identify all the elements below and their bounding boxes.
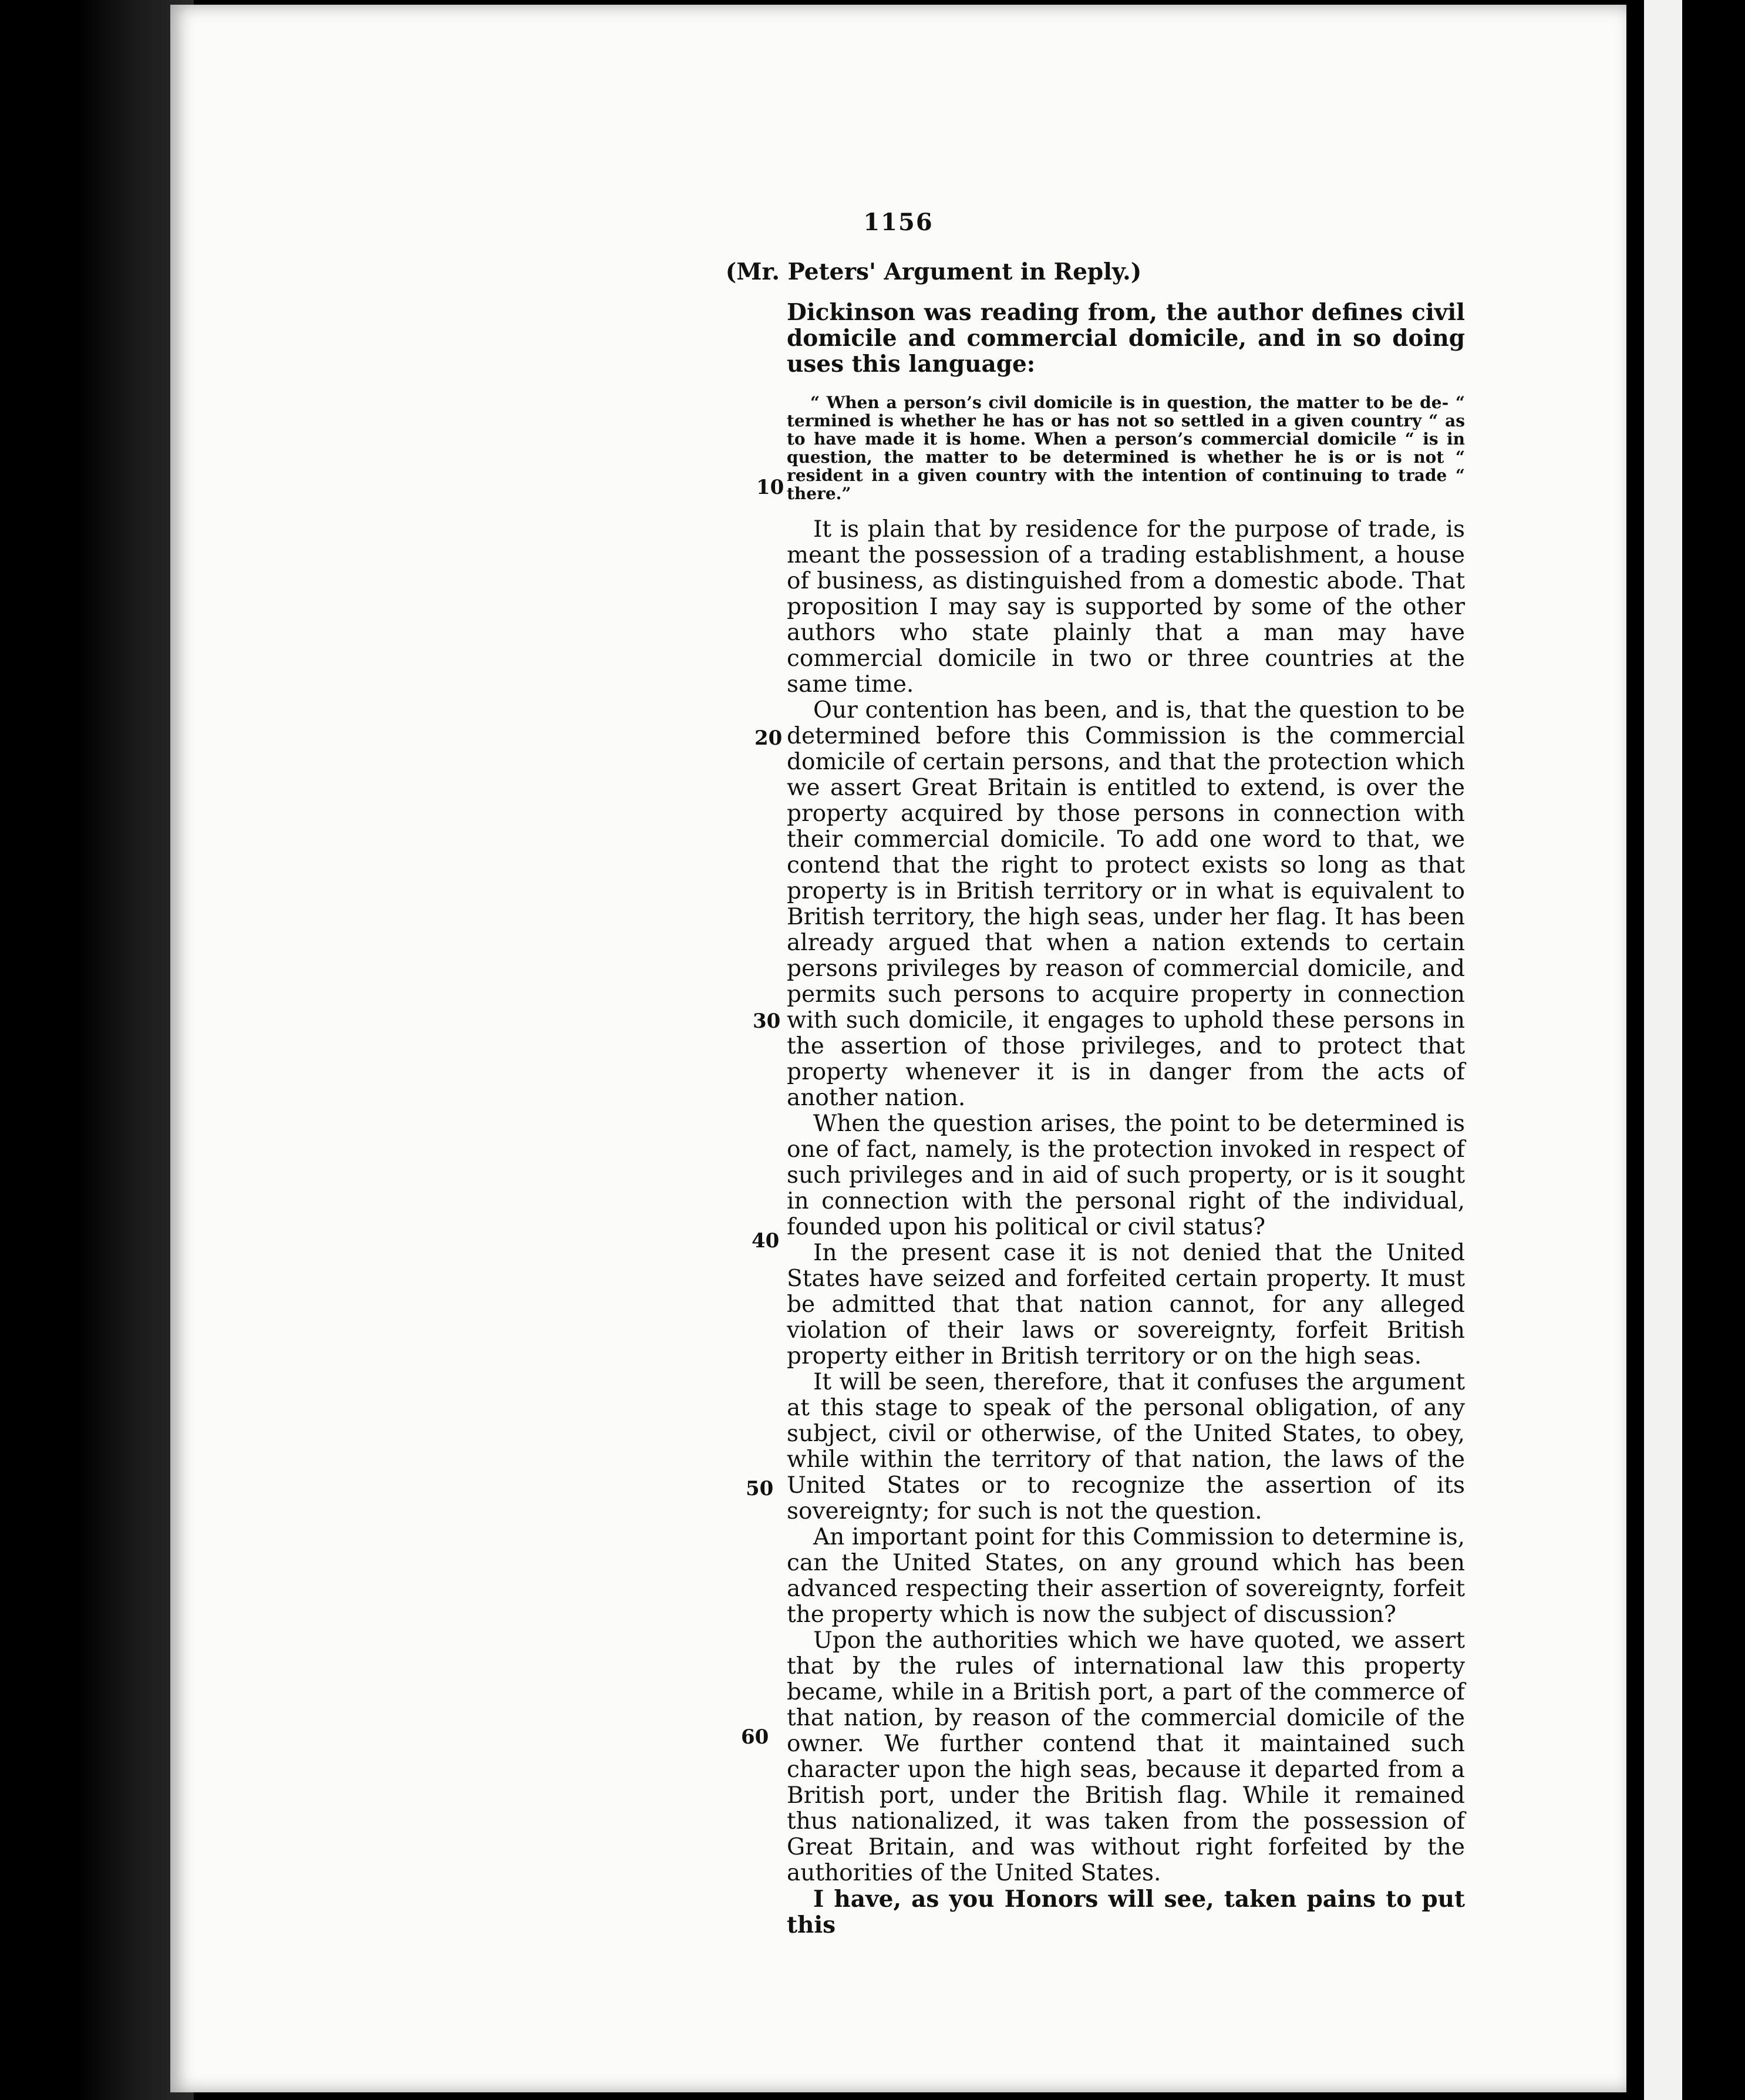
block-quote: “ When a person’s civil domicile is in question, the matter to be de- “ termined is whether he has or has not so settled in a given country “ as to have made it is home. When a person’s commercial domicile “ is in question, the matter to be determined is whether he is or is not “ resident in a given country with the intention of continuing to trade “ there.”: [787, 393, 1465, 503]
line-number-20: 20: [754, 726, 783, 750]
line-number-10: 10: [756, 476, 784, 499]
running-head: (Mr. Peters' Argument in Reply.): [725, 258, 1142, 285]
body-text: [787, 299, 1465, 1938]
paragraph: Dickinson was reading from, the author defines civil domicile and commercial domicile, and in so doing uses this language:: [787, 299, 1465, 378]
scan-border: [1682, 0, 1745, 2100]
paragraph: An important point for this Commission to determine is, can the United States, on any ground which has been advanced respecting their assertion of sovereignty, forfeit the property which is now the subject of discussion?: [787, 1524, 1465, 1628]
line-number-30: 30: [753, 1009, 781, 1033]
paragraph: It is plain that by residence for the purpose of trade, is meant the possession of a trading establishment, a house of business, as distinguished from a domestic abode. That proposition I may say is supported by some of the other authors who state plainly that a man may have commercial domicile in two or three countries at the same time.: [787, 516, 1465, 698]
paragraph: In the present case it is not denied that the United States have seized and forfeited certain property. It must be admitted that that nation cannot, for any alleged violation of their laws or sovereignty, forfeit British property either in British territory or on the high seas.: [787, 1240, 1465, 1369]
binding-gutter-shadow: [0, 0, 194, 2100]
line-number-40: 40: [752, 1229, 780, 1253]
next-page-edge: [1644, 0, 1682, 2100]
paragraph: When the question arises, the point to be determined is one of fact, namely, is the protection invoked in respect of such privileges and in aid of such property, or is it sought in connection with the personal right of the individual, founded upon his political or civil status?: [787, 1110, 1465, 1240]
paragraph: Our contention has been, and is, that the question to be determined before this Commission is the commercial domicile of certain persons, and that the protection which we assert Great Britain is entitled to extend, is over the property acquired by those persons in connection with their commercial domicile. To add one word to that, we contend that the right to protect exists so long as that property is in British territory or in what is equivalent to British territory, the high seas, under her flag. It has been already argued that when a nation extends to certain persons privileges by reason of commercial domicile, and permits such persons to acquire property in connection with such domicile, it engages to uphold these persons in the assertion of those privileges, and to protect that property whenever it is in danger from the acts of another nation.: [787, 697, 1465, 1111]
paragraph: It will be seen, therefore, that it confuses the argument at this stage to speak of the personal obligation, of any subject, civil or otherwise, of the United States, to obey, while within the territory of that nation, the laws of the United States or to recognize the assertion of its sovereignty; for such is not the question.: [787, 1369, 1465, 1524]
paragraph: Upon the authorities which we have quoted, we assert that by the rules of international law this property became, while in a British port, a part of the commerce of that nation, by reason of the commercial domicile of the owner. We further contend that it maintained such character upon the high seas, because it departed from a British port, under the British flag. While it remained thus nationalized, it was taken from the possession of Great Britain, and was without right forfeited by the authorities of the United States.: [787, 1627, 1465, 1886]
line-number-50: 50: [746, 1477, 774, 1500]
paragraph: I have, as you Honors will see, taken pains to put this: [787, 1886, 1465, 1939]
line-number-60: 60: [741, 1725, 769, 1749]
page-number: 1156: [863, 208, 934, 236]
